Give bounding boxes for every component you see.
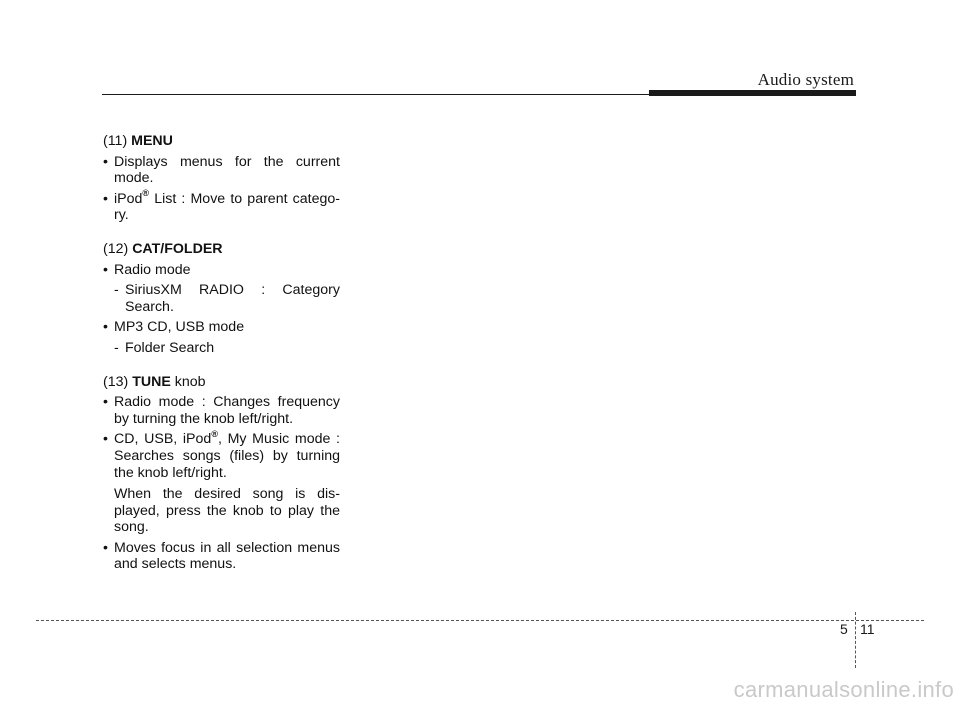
list-item-text: CD, USB, iPod — [114, 431, 212, 448]
list-item — [103, 540, 340, 573]
sub-item-text: SiriusXM RADIO : Category Search. — [125, 282, 340, 315]
footer-rule — [36, 620, 924, 621]
list-item-text: , My Music mode : Searches songs (files) by turning the knob left/right. — [114, 431, 341, 481]
registered-mark: ® — [142, 188, 150, 199]
list-item-text: Moves focus in all selection menus and selects menus. — [114, 539, 340, 573]
list-item-text: Radio mode — [114, 261, 191, 278]
list-item-text: Radio mode : Changes frequency by turning the knob left/right. — [114, 394, 340, 427]
list-item — [103, 428, 341, 481]
bullet-dot: • — [103, 539, 108, 556]
section-number: (11) — [103, 133, 128, 149]
section-title: Audio system — [757, 70, 854, 89]
bullet-dot: • — [103, 394, 108, 411]
list-item-text: List : Move to parent catego-ry. — [114, 190, 340, 224]
list-item — [103, 319, 340, 336]
section-tune-knob — [103, 374, 340, 574]
bullet-dot: • — [103, 431, 108, 448]
section-key: TUNE — [132, 373, 171, 390]
sub-item — [103, 282, 340, 315]
bullet-dot: • — [103, 261, 108, 278]
section-number: (13) — [103, 373, 129, 390]
section-suffix: knob — [174, 373, 206, 390]
list-item — [103, 394, 340, 427]
watermark: carmanualsonline.info — [733, 677, 954, 702]
list-item — [103, 262, 340, 279]
sub-item-text: Folder Search — [125, 339, 215, 356]
bullet-dot: • — [103, 190, 108, 207]
section-key: MENU — [131, 133, 173, 149]
section-heading — [103, 241, 340, 258]
list-item — [103, 188, 340, 224]
chapter-number: 5 — [840, 621, 848, 637]
list-item-continuation: When the desired song is dis-played, press the knob to play the song. — [114, 486, 340, 536]
header-rule — [102, 94, 649, 95]
dash-mark: - — [114, 339, 119, 356]
dash-mark: - — [114, 282, 119, 299]
section-heading — [103, 133, 340, 150]
registered-mark: ® — [211, 428, 218, 439]
header-bar — [649, 90, 856, 96]
sub-item — [103, 340, 340, 357]
bullet-dot: • — [103, 319, 108, 336]
section-number: (12) — [103, 240, 129, 257]
list-item-text: iPod — [114, 190, 143, 207]
page-number: 11 — [860, 621, 875, 637]
list-item — [103, 154, 340, 187]
section-menu — [103, 133, 340, 224]
footer-divider — [855, 612, 856, 668]
content-column — [103, 133, 340, 573]
list-item-text: MP3 CD, USB mode — [114, 319, 245, 336]
section-heading — [103, 374, 340, 391]
section-key: CAT/FOLDER — [132, 240, 223, 257]
bullet-dot: • — [103, 153, 108, 170]
list-item-text: Displays menus for the current mode. — [114, 153, 340, 187]
section-cat-folder — [103, 241, 340, 357]
